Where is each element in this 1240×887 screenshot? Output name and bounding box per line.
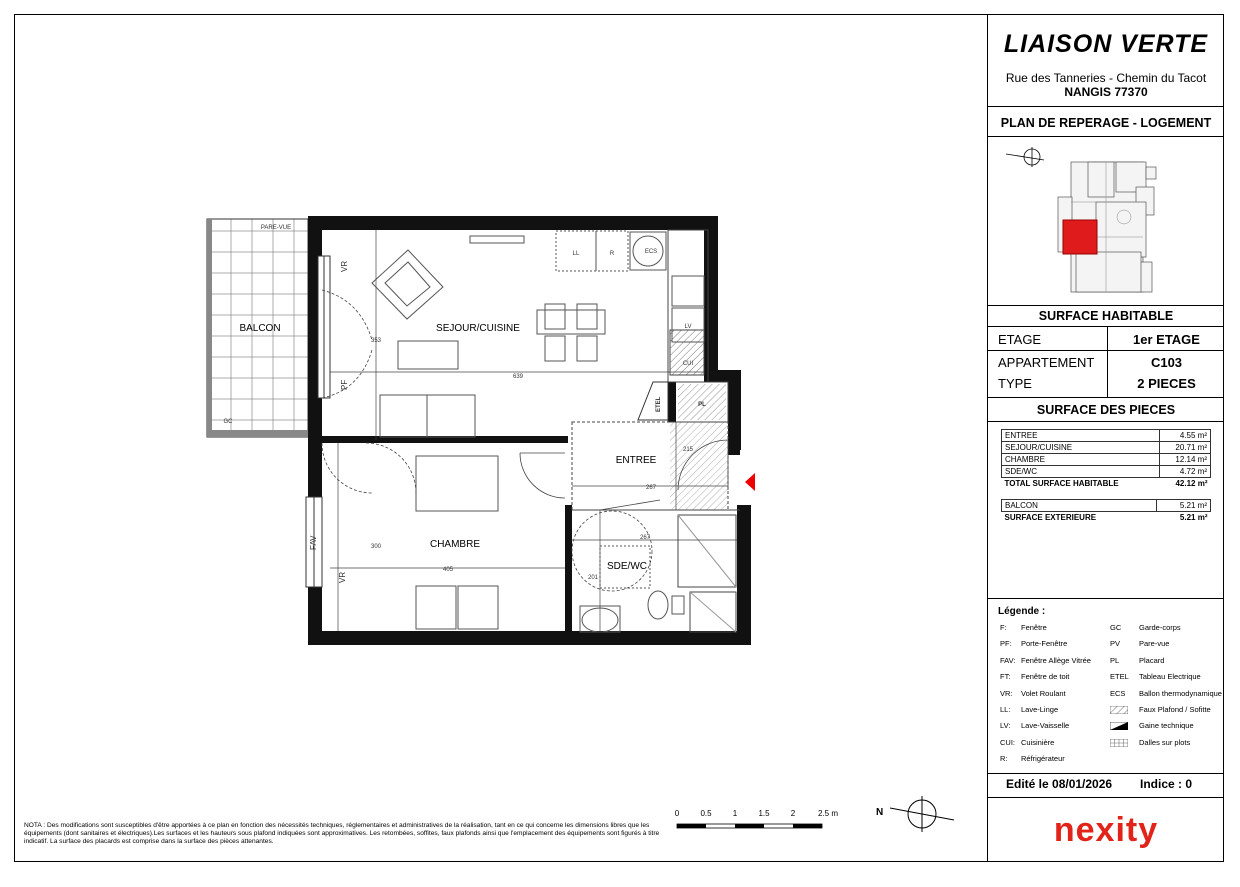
entrance-arrow-icon [745,473,755,491]
label-pl: PL [698,402,706,408]
key-plan [996,142,1221,302]
label-ll: LL [572,251,580,257]
dim-267b: 267 [639,535,651,541]
dim-353: 353 [370,338,382,344]
surface-table [1001,429,1211,489]
address-line1: Rue des Tanneries - Chemin du Tacot [1005,71,1207,85]
table-row: ENTREE 4.55 m² [1002,430,1211,442]
nexity-logo: nexity [1053,811,1159,849]
dim-215: 215 [682,447,694,453]
dim-405: 405 [442,567,454,573]
dim-201: 201 [587,575,599,581]
label-pare-vue: PARE-VUE [260,225,292,231]
room-chambre: CHAMBRE [429,539,481,550]
address-line2: NANGIS 77370 [1064,85,1148,99]
appartement-label: APPARTEMENT [998,355,1095,370]
dimension-lines [330,230,737,631]
room-sde: SDE/WC [607,561,647,572]
legend-heading: Légende : [998,606,1046,617]
scale-tick-3: 1.5 [758,809,770,818]
surface-pieces-heading: SURFACE DES PIECES [1036,403,1176,417]
gaine-swatch-icon [1110,722,1128,730]
table-row: SDE/WC 4.72 m² [1002,466,1211,478]
plan-title: PLAN DE REPERAGE - LOGEMENT [1000,116,1212,130]
scale-tick-0: 0 [674,809,680,818]
scale-tick-5: 2.5 m [817,809,839,818]
label-vr-top: VR [340,260,349,272]
label-r: R [609,251,615,257]
appartement-value: C103 [1150,355,1183,370]
room-entree: ENTREE [615,455,657,466]
project-address [988,71,1224,99]
indice: Indice : 0 [1140,777,1193,791]
label-cui: CUI [682,361,694,367]
title-block [987,14,1224,862]
edite-date: Edité le 08/01/2026 [1006,777,1113,791]
table-row: CHAMBRE 12.14 m² [1002,454,1211,466]
type-label: TYPE [998,376,1032,391]
legend-left: F: Fenêtre PF: Porte-Fenêtre FAV: Fenêtre Allège Vitrée FT: Fenêtre de toit VR: Volet Roulant LL: Lave-Linge LV: Lave-Vaisselle CUI: Cuisinière R: Réfrigérateur [1000,623,1091,764]
label-ecs: ECS [644,249,658,255]
grid-swatch-icon [1110,739,1128,747]
surface-habitable-heading: SURFACE HABITABLE [1038,309,1174,323]
dim-639: 639 [512,374,524,380]
ext-total-row: SURFACE EXTERIEURE 5.21 m² [1004,512,1208,522]
project-title: LIAISON VERTE [1003,30,1209,58]
furniture [372,231,704,632]
hatch-swatch-icon [1110,706,1128,714]
etage-value: 1er ETAGE [1133,332,1200,347]
scale-tick-1: 0.5 [700,809,712,818]
label-lv: LV [684,324,692,330]
north-arrow-small-icon [1006,147,1044,167]
scale-tick-2: 1 [732,809,738,818]
label-fav: FAV [309,535,318,550]
etage-label: ETAGE [998,332,1042,347]
surface-ext-table [1001,499,1211,523]
table-row: BALCON 5.21 m² [1002,500,1211,512]
label-etel: ETEL [656,396,662,412]
scale-tick-4: 2 [790,809,796,818]
type-value: 2 PIECES [1137,376,1196,391]
dim-300: 300 [370,544,382,550]
label-pf: PF [340,379,349,390]
total-row: TOTAL SURFACE HABITABLE 42.12 m² [1004,478,1208,488]
svg-text:N: N [876,807,884,818]
dim-267a: 267 [645,485,657,491]
table-row: SEJOUR/CUISINE 20.71 m² [1002,442,1211,454]
scale-bar [677,824,822,828]
north-arrow-icon [876,796,954,832]
disclaimer-note: NOTA : Des modifications sont susceptibles d'être apportées à ce plan en fonction des nécessités techniques, réglementaires et administratives de la réalisation, tant en ce qui concerne les dimensions libres que les équipements (dont sanitaires et électriques).Les surfaces et les hauteurs sous plafond indiquées sont approximatives. Les retombées, soffites, faux plafonds ainsi que l'emplacement des équipements sont figurés à titre indicatif. La surface des placards est comprise dans la surface des pièces attenantes. [24,822,660,845]
label-vr-bottom: VR [338,571,347,583]
room-sejour: SEJOUR/CUISINE [436,323,520,334]
room-balcon: BALCON [239,323,281,334]
legend-right: GC Garde-corps PV Pare-vue PL Placard ETEL Tableau Electrique ECS Ballon thermodynamique Faux Plafond / Sofitte Gaine technique Dalles sur plots [1110,623,1222,747]
apartment-highlight [1063,220,1097,254]
label-gc: GC [223,419,233,425]
